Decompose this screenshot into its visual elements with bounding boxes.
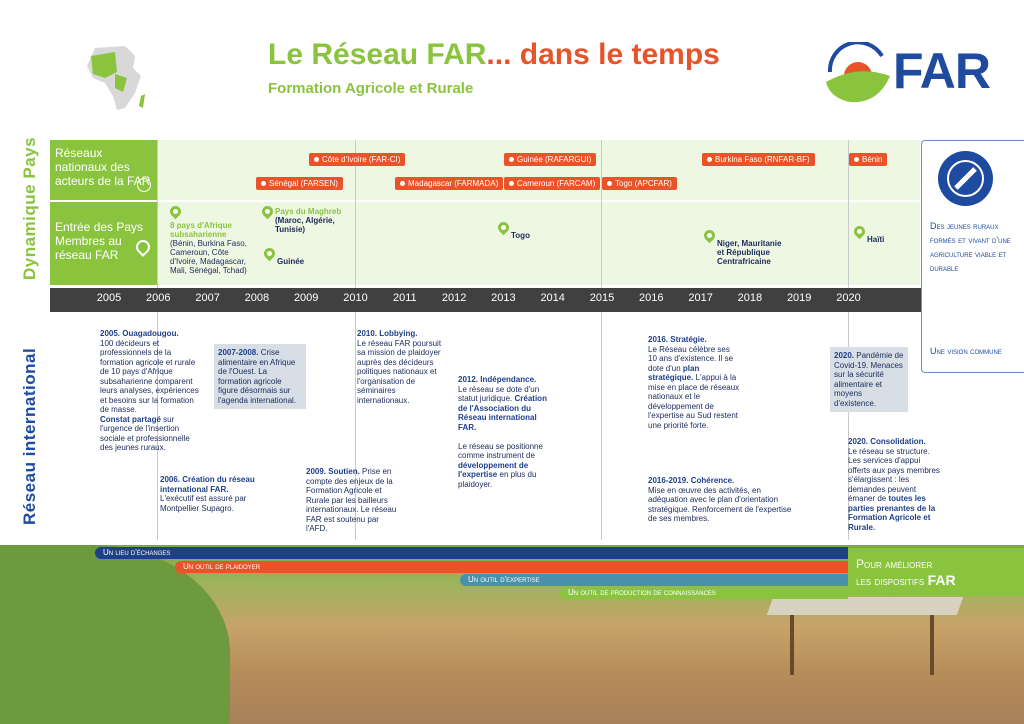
common-vision-text: Une vision commune	[930, 346, 1002, 356]
year-label: 2014	[540, 292, 565, 304]
member-guinee: Guinée	[277, 257, 305, 266]
year-label: 2009	[293, 292, 319, 304]
member-togo: Togo	[511, 231, 530, 240]
bar-lieu-echanges: Un lieu d'échanges	[95, 547, 848, 559]
bar-outil-plaidoyer: Un outil de plaidoyer	[175, 561, 848, 573]
year-label: 2011	[392, 292, 417, 304]
tag-burkina-faso: Burkina Faso (RNFAR-BF)	[702, 153, 815, 166]
page-title: Le Réseau FAR... dans le temps	[268, 38, 720, 71]
event-2020-covid: 2020. Pandémie de Covid-19. Menaces sur la sécurité alimentaire et moyens d'existence.	[830, 347, 908, 412]
networks-label: Réseaux nationaux des acteurs de la FAR	[50, 140, 157, 200]
event-2009: 2009. Soutien. Prise en compte des enjeux de la Formation Agricole et Rurale par les bailleurs internationaux. Le réseau FAR est soutenu par l'AFD.	[306, 467, 397, 533]
divider-2015	[601, 140, 602, 540]
globe-icon	[137, 178, 151, 192]
event-2007: 2007-2008. Crise alimentaire en Afrique de l'Ouest. La formation agricole figure désormais sur l'agenda international.	[214, 344, 306, 409]
africa-map-icon	[75, 38, 155, 118]
year-label: 2010	[343, 292, 368, 304]
logo-text: FAR	[893, 43, 990, 99]
side-label-dynamique-pays: Dynamique Pays	[20, 136, 39, 280]
year-label: 2018	[737, 292, 763, 304]
event-2006: 2006. Création du réseau international FAR. L'exécutif est assuré par Montpellier Supagro.	[160, 475, 255, 513]
event-2010: 2010. Lobbying. Le réseau FAR poursuit sa mission de plaidoyer auprès des décideurs politiques nationaux et l'organisation de séminaires internationaux.	[357, 329, 442, 405]
event-2005: 2005. Ouagadougou. 100 décideurs et professionnels de la formation agricole et rurale de 10 pays d'Afrique subsaharienne comparent leurs analyses, expériences et besoins sur la formation de masse. Constat partagé sur l'urgence de l'insertion sociale et professionnelle des jeunes ruraux.	[100, 329, 199, 452]
event-2012: 2012. Indépendance. Le réseau se dote d'un statut juridique. Création de l'Association du Réseau international FAR. Le réseau se positionne comme instrument de développement de l'expertise en plus du plaidoyer.	[458, 375, 547, 489]
side-label-reseau-international: Réseau international	[20, 347, 39, 525]
event-2016: 2016. Stratégie. Le Réseau célèbre ses 10 ans d'existence. Il se dote d'un plan stratégique. L'appui à la mise en place de réseaux nationaux et le développement de l'expertise au Sud restent une priorité forte.	[648, 335, 740, 430]
member-2006: 8 pays d'Afrique subsaharienne (Bénin, Burkina Faso, Cameroun, Côte d'Ivoire, Madagascar, Mali, Sénégal, Tchad)	[170, 221, 247, 275]
year-label: 2019	[786, 292, 812, 304]
year-label: 2015	[589, 292, 615, 304]
year-label: 2020	[836, 292, 861, 304]
tag-madagascar: Madagascar (FARMADA)	[395, 177, 503, 190]
page-subtitle: Formation Agricole et Rurale	[268, 80, 474, 97]
tag-togo: Togo (APCFAR)	[602, 177, 677, 190]
member-haiti: Haïti	[867, 235, 885, 244]
member-2017: Niger, Mauritanie et République Centrafricaine	[717, 239, 782, 266]
tag-senegal: Sénégal (FARSEN)	[256, 177, 343, 190]
tag-cote-ivoire: Côte d'Ivoire (FAR-CI)	[309, 153, 405, 166]
year-label: 2013	[491, 292, 516, 304]
year-label: 2008	[244, 292, 270, 304]
year-label: 2007	[195, 292, 220, 304]
far-logo-icon	[822, 42, 894, 108]
compass-icon	[938, 151, 993, 206]
bar-outil-expertise: Un outil d'expertise	[460, 574, 848, 586]
year-label: 2005	[96, 292, 122, 304]
year-label: 2006	[146, 292, 171, 304]
networks-band	[50, 140, 920, 200]
members-label: Entrée des Pays Membres au réseau FAR	[50, 202, 157, 285]
year-label: 2016	[639, 292, 664, 304]
bar-production-connaissances: Un outil de production de connaissances	[560, 587, 848, 599]
tag-guinee: Guinée (RAFARGUI)	[504, 153, 596, 166]
tag-benin: Bénin	[849, 153, 887, 166]
event-2016-2019: 2016-2019. Cohérence. Mise en œuvre des activités, en adéquation avec le plan d'orientation stratégique. Renforcement de l'expertise de ses membres.	[648, 476, 792, 523]
year-label: 2012	[441, 292, 467, 304]
year-label: 2017	[688, 292, 713, 304]
banner-ameliorer: Pour améliorer les dispositifs FAR	[848, 548, 1024, 596]
event-2020-consolidation: 2020. Consolidation. Le réseau se structure. Les services d'appui offerts aux pays membres s'élargissent : les demandes peuvent émaner de toutes les parties prenantes de la Formation Agricole et Rurale.	[848, 437, 940, 532]
vision-text: Des jeunes ruraux formés et vivant d'une agriculture viable et durable	[930, 221, 1011, 273]
tag-cameroun: Cameroun (FARCAM)	[504, 177, 600, 190]
member-2008: Pays du Maghreb (Maroc, Algérie, Tunisie)	[275, 207, 342, 234]
